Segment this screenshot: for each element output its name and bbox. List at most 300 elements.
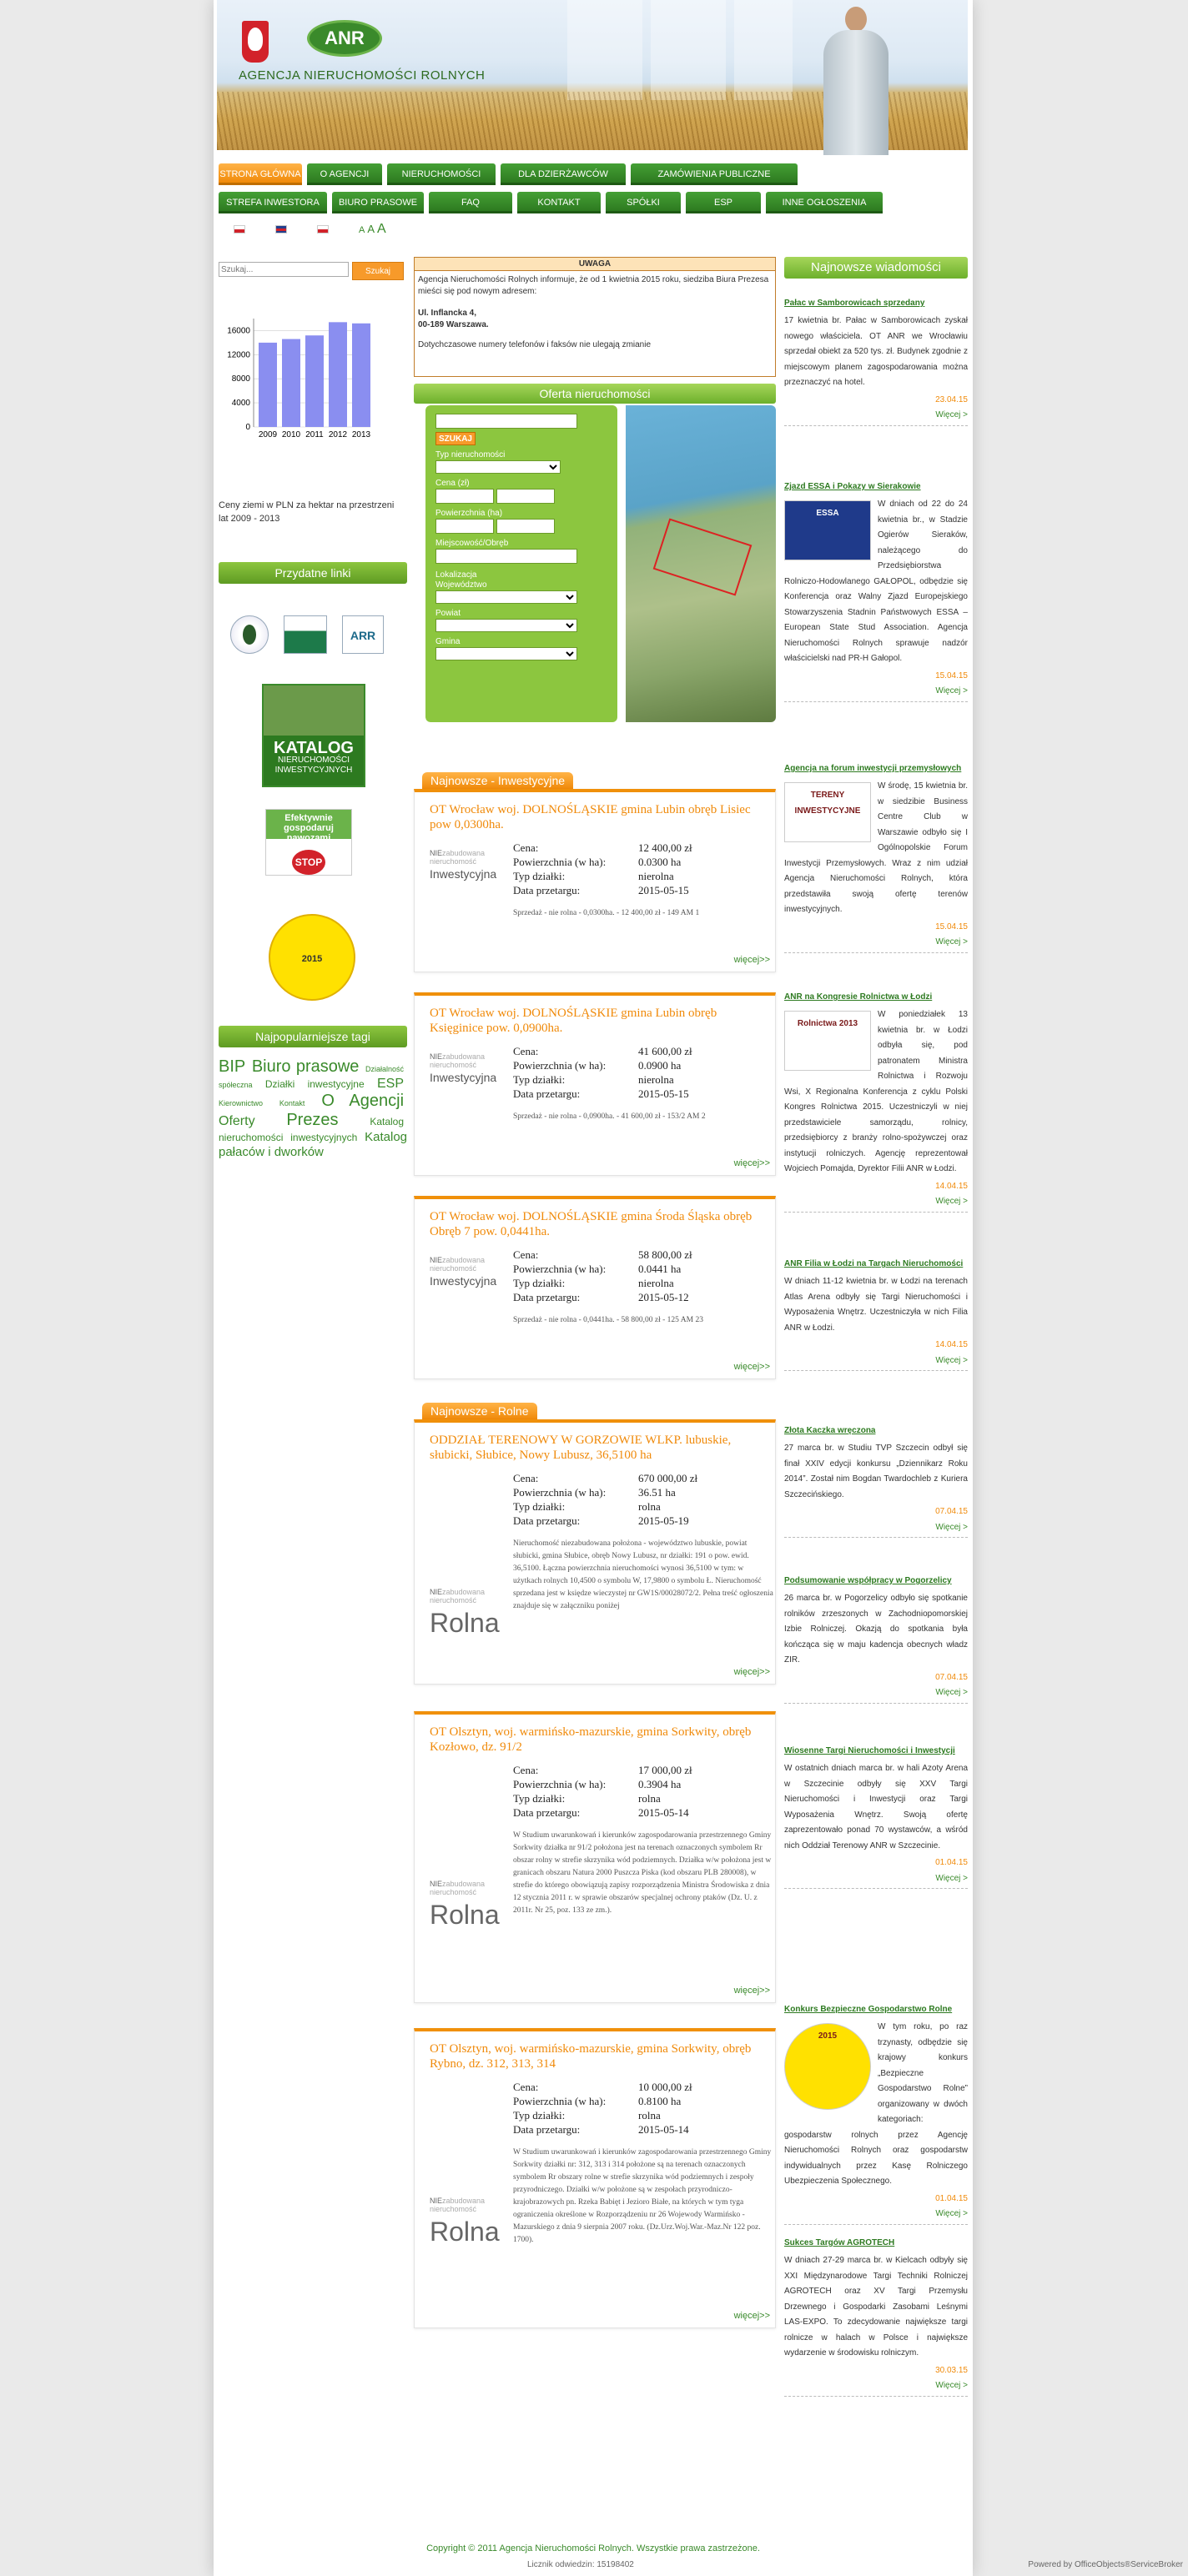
listing-more-link[interactable]: więcej>> bbox=[733, 1667, 770, 1677]
tab-newest-investment[interactable]: Najnowsze - Inwestycyjne bbox=[422, 772, 573, 789]
listing-title[interactable]: OT Olsztyn, woj. warmińsko-mazurskie, gmina Sorkwity, obręb Rybno, dz. 312, 313, 314 bbox=[430, 2042, 752, 2071]
chart-bar bbox=[352, 324, 370, 427]
price-chart bbox=[219, 302, 385, 452]
chart-y-tick: 12000 bbox=[227, 350, 250, 360]
news-thumbnail[interactable] bbox=[784, 2023, 871, 2110]
nav-esp[interactable]: ESP bbox=[686, 192, 761, 213]
label-property: nieruchomość bbox=[430, 1888, 477, 1896]
news-more-link[interactable]: Więcej > bbox=[935, 1197, 968, 1206]
label-location: Lokalizacja bbox=[435, 570, 477, 580]
detail-value: 17 000,00 zł bbox=[638, 1764, 692, 1776]
chart-x-tick: 2012 bbox=[328, 430, 348, 439]
listing-status bbox=[430, 849, 505, 881]
detail-row bbox=[513, 883, 692, 897]
news-item bbox=[784, 2003, 968, 2225]
listing-body bbox=[415, 2071, 775, 2247]
listing-kind: Inwestycyjna bbox=[430, 1071, 497, 1084]
detail-value: 12 400,00 zł bbox=[638, 841, 692, 854]
listing-title[interactable]: OT Olsztyn, woj. warmińsko-mazurskie, gmina Sorkwity, obręb Kozłowo, dz. 91/2 bbox=[430, 1725, 752, 1754]
detail-row bbox=[513, 1290, 692, 1304]
news-thumbnail-label: TERENY INWESTYCYJNE bbox=[794, 791, 861, 816]
news-body: W dniach od 22 do 24 kwietnia br., w Stadzie Ogierów Sieraków, należącego do Przedsiębiorstwa Rolniczo-Hodowlanego GAŁOPOL, odbędzie się Konferencja oraz Walny Zjazd Europejskiego Stowarzyszenia Stadnin Państwowych ESSA – European State Stud Association. Agencja Nieruchomości Rolnych sprawuje nadzór właścicielski nad PR-H Gałopol. bbox=[784, 500, 968, 663]
listing-built-status bbox=[430, 1880, 505, 1896]
listing-description: Sprzedaż - nie rolna - 0,0300ha. - 12 400,00 zł - 149 AM 1 bbox=[513, 909, 700, 917]
news-body: 17 kwietnia br. Pałac w Samborowicach zyskał nowego właściciela. OT ANR we Wrocławiu sprzedał obiekt za 520 tys. zł. Budynek zgodnie z miejscowym planem zagospodarowania można przeznaczyć na hotel. bbox=[784, 316, 968, 387]
detail-row bbox=[513, 2108, 692, 2122]
detail-row bbox=[513, 1276, 692, 1290]
useful-links-heading: Przydatne linki bbox=[219, 562, 407, 584]
main-nav bbox=[219, 163, 798, 185]
listing-kind: Rolna bbox=[430, 1900, 500, 1930]
detail-value: rolna bbox=[638, 1792, 661, 1805]
listing-title[interactable]: OT Wrocław woj. DOLNOŚLĄSKIE gmina Środa Śląska obręb Obręb 7 pow. 0,0441ha. bbox=[430, 1210, 753, 1238]
offer-search-form bbox=[425, 405, 617, 722]
notice-title: UWAGA bbox=[415, 258, 775, 271]
notice-address-2: 00-189 Warszawa. bbox=[418, 320, 489, 329]
tag-link[interactable]: inwestycyjne bbox=[307, 1078, 365, 1090]
news-body: W dniach 11-12 kwietnia br. w Łodzi na terenach Atlas Arena odbyły się Targi Nieruchomości i Wyposażenia Wnętrz. Uczestniczyła w nich Filia ANR w Łodzi. bbox=[784, 1277, 968, 1333]
tag-link[interactable]: spółeczna bbox=[219, 1081, 253, 1089]
detail-label: Cena: bbox=[513, 1764, 539, 1776]
listing-description: Sprzedaż - nie rolna - 0,0900ha. - 41 600,00 zł - 153/2 AM 2 bbox=[513, 1112, 706, 1121]
listing-title[interactable]: ODDZIAŁ TERENOWY W GORZOWIE WLKP. lubuskie, słubicki, Słubice, Nowy Lubusz, 36,5100 ha bbox=[430, 1434, 732, 1462]
notice-text: Agencja Nieruchomości Rolnych informuje, że od 1 kwietnia 2015 roku, siedziba Biura Prezesa mieści się pod nowym adresem: bbox=[418, 275, 769, 296]
news-more-link[interactable]: Więcej > bbox=[935, 1355, 968, 1365]
news-thumbnail-label: Rolnictwa 2013 bbox=[797, 1019, 858, 1028]
detail-label: Typ działki: bbox=[513, 1277, 566, 1289]
news-body: W środę, 15 kwietnia br. w siedzibie Business Centre Club w Warszawie odbyło się I Ogólnopolskie Forum Inwestycji Przemysłowych. Wraz z nim udział Agencja Nieruchomości Rolnych, która przedstawiła swoją ofertę terenów inwestycyjnych. bbox=[784, 781, 968, 914]
news-title[interactable]: Podsumowanie współpracy w Pogorzelicy bbox=[784, 1576, 952, 1585]
notice-address-1: Ul. Inflancka 4, bbox=[418, 309, 477, 318]
news-item bbox=[784, 297, 968, 426]
nav-inne-ogloszenia[interactable]: INNE OGŁOSZENIA bbox=[766, 192, 883, 213]
news-text bbox=[784, 497, 968, 667]
nav-zamowienia-publiczne[interactable]: ZAMÓWIENIA PUBLICZNE bbox=[631, 163, 798, 185]
detail-row bbox=[513, 1777, 692, 1791]
label-area: Powierzchnia (ha) bbox=[435, 509, 503, 518]
news-thumbnail[interactable] bbox=[784, 782, 871, 842]
listing-status bbox=[430, 1052, 505, 1084]
page bbox=[214, 0, 973, 2576]
listing-body bbox=[415, 1755, 775, 1930]
chart-x-tick: 2013 bbox=[351, 430, 371, 439]
visit-counter: Licznik odwiedzin: 15198402 bbox=[527, 2560, 634, 2569]
farmer-photo bbox=[805, 0, 905, 150]
news-more-link[interactable]: Więcej > bbox=[935, 1688, 968, 1697]
listing-body bbox=[415, 1239, 775, 1324]
chart-caption: Ceny ziemi w PLN za hektar na przestrzeni lat 2009 - 2013 bbox=[219, 500, 395, 524]
chart-bar bbox=[282, 339, 300, 427]
detail-row bbox=[513, 1499, 697, 1514]
news-item bbox=[784, 1574, 968, 1704]
news-divider bbox=[784, 701, 968, 702]
news-more-link[interactable]: Więcej > bbox=[935, 937, 968, 947]
news-title[interactable]: Złota Kaczka wręczona bbox=[784, 1426, 876, 1435]
news-divider bbox=[784, 2396, 968, 2397]
tag-link[interactable]: Prezes bbox=[286, 1111, 339, 1130]
label-built: zabudowana bbox=[442, 2197, 486, 2205]
news-text bbox=[784, 779, 968, 918]
tag-link[interactable]: ESP bbox=[376, 1077, 404, 1091]
nav-strefa-inwestora[interactable]: STREFA INWESTORA bbox=[219, 192, 327, 213]
listing-built-status bbox=[430, 849, 505, 866]
banner-panel bbox=[734, 0, 793, 100]
chart-bar bbox=[259, 343, 277, 427]
chart-y-tick: 16000 bbox=[227, 326, 250, 336]
aerial-photo bbox=[626, 405, 776, 722]
area-from-input[interactable] bbox=[435, 519, 494, 534]
commune-select[interactable] bbox=[435, 647, 577, 660]
listing-status bbox=[430, 1588, 505, 1639]
news-more-link[interactable]: Więcej > bbox=[935, 1522, 968, 1532]
news-title[interactable]: Zjazd ESSA i Pokazy w Sierakowie bbox=[784, 482, 921, 491]
detail-value: 0.0900 ha bbox=[638, 1059, 682, 1072]
katalog-title: KATALOG bbox=[274, 739, 354, 757]
tab-newest-agricultural[interactable]: Najnowsze - Rolne bbox=[422, 1403, 537, 1419]
label-property: nieruchomość bbox=[430, 1264, 477, 1273]
listing-title[interactable]: OT Wrocław woj. DOLNOŚLĄSKIE gmina Lubin obręb Księginice pow. 0,0900ha. bbox=[430, 1007, 717, 1035]
stop-banner-text: Efektywnie gospodaruj nawozami bbox=[284, 813, 334, 843]
detail-row bbox=[513, 1072, 692, 1087]
listing-description: W Studium uwarunkowań i kierunków zagospodarowania przestrzennego Gminy Sorkwity działki nr: 312, 313 i 314 położone są na terenach oznaczonych symbolem Rr obszary rolne w strefie skrzynika wód podziemnych i zespoły przyrodniczego. Działki w/w położone są w zespołach przyrodniczo-krajobrazowych pn. Rzeka Babięt i Jezioro Białe, na których w tym tyga ograniczenia określone w Rozporządzeniu nr 26 Wojewody Warmińsko - Mazurskiego z dnia 9 sierpnia 2007 roku. (Dz.Urz.Woj.War.-Maz.Nr 122 poz. 1700). bbox=[513, 2148, 772, 2244]
detail-row bbox=[513, 1763, 692, 1777]
font-large-button[interactable]: A bbox=[377, 222, 386, 236]
detail-row bbox=[513, 1791, 692, 1805]
english-flag-icon[interactable] bbox=[275, 225, 287, 233]
tag-link[interactable]: Biuro prasowe bbox=[251, 1057, 360, 1076]
listing-description: Nieruchomość niezabudowana położona - województwo lubuskie, powiat słubicki, gmina Słubice, obręb Nowy Lubusz, nr działki: 191 o pow. ewid. 36,5100. Łączna powierzchnia nieruchomości wynosi 36,5100 w tym: w użytkach rolnych 10,4500 o symbolu W, 17,9800 o symbolu Ł. Nieruchomość sprzedana jest w księdze wieczystej nr GW1S/00028072/2. Pełna treść ogłoszenia znajduje się w załączniku poniżej bbox=[513, 1539, 773, 1610]
detail-row bbox=[513, 1087, 692, 1101]
property-type-select[interactable] bbox=[435, 460, 561, 474]
language-bar bbox=[234, 222, 389, 237]
label-county: Powiat bbox=[435, 609, 461, 618]
news-date: 14.04.15 bbox=[935, 1181, 968, 1191]
news-thumbnail[interactable] bbox=[784, 500, 871, 560]
news-body: W tym roku, po raz trzynasty, odbędzie się krajowy konkurs „Bezpieczne Gospodarstwo Rolne” organizowany w dwóch kategoriach: gospodarstw rolnych przez Agencję Nieruchomości Rolnych oraz gospodarstw indywidualnych przez Kasę Rolniczego Ubezpieczenia Społecznego. bbox=[784, 2022, 968, 2186]
detail-label: Data przetargu: bbox=[513, 2123, 581, 2136]
news-divider bbox=[784, 1537, 968, 1538]
tag-cloud bbox=[219, 1057, 407, 1159]
news-date: 23.04.15 bbox=[935, 394, 968, 404]
news-date: 15.04.15 bbox=[935, 921, 968, 931]
detail-value: 2015-05-15 bbox=[638, 884, 689, 896]
detail-label: Powierzchnia (w ha): bbox=[513, 856, 607, 868]
tag-link[interactable]: Działalność bbox=[365, 1065, 405, 1073]
nav-spolki[interactable]: SPÓŁKI bbox=[606, 192, 681, 213]
news-divider bbox=[784, 1888, 968, 1889]
detail-label: Cena: bbox=[513, 841, 539, 854]
label-built: zabudowana bbox=[442, 1588, 486, 1596]
news-text bbox=[784, 1441, 968, 1503]
label-not: NIE bbox=[430, 849, 443, 857]
label-commune: Gmina bbox=[435, 637, 461, 646]
listing-card bbox=[414, 2028, 776, 2328]
detail-label: Typ działki: bbox=[513, 2109, 566, 2122]
detail-row bbox=[513, 841, 692, 855]
listing-kind: Inwestycyjna bbox=[430, 1274, 497, 1288]
listing-description: Sprzedaż - nie rolna - 0,0441ha. - 58 800,00 zł - 125 AM 23 bbox=[513, 1316, 703, 1324]
news-title[interactable]: ANR na Kongresie Rolnictwa w Łodzi bbox=[784, 992, 933, 1002]
detail-label: Powierzchnia (w ha): bbox=[513, 1059, 607, 1072]
tag-link[interactable]: Oferty bbox=[219, 1114, 255, 1129]
listing-details bbox=[513, 2080, 692, 2137]
detail-row bbox=[513, 2122, 692, 2137]
detail-row bbox=[513, 1471, 697, 1485]
tag-link[interactable]: Działki bbox=[264, 1078, 295, 1090]
detail-label: Data przetargu: bbox=[513, 1087, 581, 1100]
news-text bbox=[784, 1761, 968, 1854]
label-property: nieruchomość bbox=[430, 2205, 477, 2213]
detail-label: Powierzchnia (w ha): bbox=[513, 1486, 607, 1499]
detail-value: 670 000,00 zł bbox=[638, 1472, 698, 1484]
listing-kind: Rolna bbox=[430, 1608, 500, 1638]
eagle-emblem-icon bbox=[242, 21, 269, 63]
news-thumbnail[interactable] bbox=[784, 1011, 871, 1071]
notice-footer: Dotychczasowe numery telefonów i faksów nie ulegają zmianie bbox=[418, 340, 652, 349]
search-button[interactable]: Szukaj bbox=[352, 262, 404, 280]
news-title[interactable]: Sukces Targów AGROTECH bbox=[784, 2238, 895, 2247]
agency-name: AGENCJA NIERUCHOMOŚCI ROLNYCH bbox=[239, 68, 486, 83]
news-body: W ostatnich dniach marca br. w hali Azoty Arena w Szczecinie odbyły się XXV Targi Nieruchomości i Inwestycji oraz Targi Wyposażenia Wnętrz. Swoją ofertę zaprezentowało ponad 70 wystawców, a wśród nich Oddział Terenowy ANR w Szczecinie. bbox=[784, 1764, 968, 1850]
detail-label: Powierzchnia (w ha): bbox=[513, 2095, 607, 2107]
tag-link[interactable]: Kontakt bbox=[279, 1099, 305, 1108]
tag-link[interactable]: Katalog bbox=[370, 1116, 405, 1128]
nav-dla-dzierzawcow[interactable]: DLA DZIERŻAWCÓW bbox=[501, 163, 626, 185]
label-voivodeship: Województwo bbox=[435, 580, 487, 590]
detail-label: Typ działki: bbox=[513, 1792, 566, 1805]
news-title[interactable]: Konkurs Bezpieczne Gospodarstwo Rolne bbox=[784, 2005, 953, 2014]
listing-status bbox=[430, 1880, 505, 1931]
banner-panel bbox=[651, 0, 726, 100]
label-property: nieruchomość bbox=[430, 1596, 477, 1604]
katalog-banner[interactable] bbox=[262, 684, 365, 787]
label-price: Cena (zł) bbox=[435, 479, 470, 488]
listing-card bbox=[414, 1419, 776, 1685]
label-not: NIE bbox=[430, 1052, 443, 1061]
label-property: nieruchomość bbox=[430, 1061, 477, 1069]
listing-card bbox=[414, 1196, 776, 1379]
detail-value: 10 000,00 zł bbox=[638, 2081, 692, 2093]
tag-link[interactable]: nieruchomości bbox=[219, 1132, 284, 1144]
katalog-subtitle: NIERUCHOMOŚCI INWESTYCYJNYCH bbox=[274, 756, 353, 775]
news-item bbox=[784, 480, 968, 702]
detail-row bbox=[513, 1262, 692, 1276]
listing-more-link[interactable]: więcej>> bbox=[733, 1986, 770, 1996]
news-divider bbox=[784, 1703, 968, 1704]
detail-label: Typ działki: bbox=[513, 1073, 566, 1086]
news-text bbox=[784, 314, 968, 391]
safe-farm-contest-badge[interactable]: 2015 bbox=[269, 914, 355, 1001]
news-title[interactable]: Pałac w Samborowicach sprzedany bbox=[784, 299, 925, 308]
news-date: 01.04.15 bbox=[935, 1858, 968, 1867]
news-divider bbox=[784, 1212, 968, 1213]
news-item bbox=[784, 1258, 968, 1371]
news-date: 15.04.15 bbox=[935, 670, 968, 680]
nav-strona-glowna[interactable]: STRONA GŁÓWNA bbox=[219, 163, 302, 185]
detail-label: Typ działki: bbox=[513, 1500, 566, 1513]
tag-link[interactable]: O Agencji bbox=[321, 1092, 405, 1111]
detail-value: 58 800,00 zł bbox=[638, 1248, 692, 1261]
offer-heading: Oferta nieruchomości bbox=[414, 384, 776, 404]
detail-row bbox=[513, 1058, 692, 1072]
news-item bbox=[784, 991, 968, 1213]
listing-more-link[interactable]: więcej>> bbox=[733, 2311, 770, 2321]
news-date: 14.04.15 bbox=[935, 1340, 968, 1349]
detail-value: nierolna bbox=[638, 870, 674, 882]
news-date: 01.04.15 bbox=[935, 2193, 968, 2203]
tag-link[interactable]: BIP bbox=[219, 1057, 246, 1076]
search-input[interactable] bbox=[219, 262, 349, 277]
polish-flag-icon[interactable] bbox=[234, 225, 245, 233]
listing-more-link[interactable]: więcej>> bbox=[733, 955, 770, 965]
font-medium-button[interactable]: A bbox=[367, 223, 375, 235]
detail-value: 0.3904 ha bbox=[638, 1778, 682, 1790]
news-date: 07.04.15 bbox=[935, 1672, 968, 1682]
county-select[interactable] bbox=[435, 619, 577, 632]
arr-logo[interactable]: ARR bbox=[342, 615, 384, 654]
listing-built-status bbox=[430, 2197, 505, 2213]
label-built: zabudowana bbox=[442, 1052, 486, 1061]
listing-built-status bbox=[430, 1256, 505, 1273]
popular-tags-heading: Najpopularniejsze tagi bbox=[219, 1026, 407, 1047]
detail-row bbox=[513, 2094, 692, 2108]
detail-label: Data przetargu: bbox=[513, 1806, 581, 1819]
news-item bbox=[784, 1424, 968, 1538]
price-to-input[interactable] bbox=[496, 489, 555, 504]
news-body: W poniedziałek 13 kwietnia br. w Łodzi odbyła się, pod patronatem Ministra Rolnictwa i Rozwoju Wsi, X Regionalna Konferencja z cyklu Polski Kongres Rolnictwa 2015. Uczestniczyli w niej przedstawiciele samorządu, rolnicy, przedsiębiorcy z branży rolno-spożywczej oraz instytucji rolniczych. Agencję reprezentował Wojciech Pomajda, Dyrektor Filii ANR w Łodzi. bbox=[784, 1010, 968, 1173]
label-property: nieruchomość bbox=[430, 857, 477, 866]
news-divider bbox=[784, 2224, 968, 2225]
detail-label: Data przetargu: bbox=[513, 884, 581, 896]
tag-link[interactable]: inwestycyjnych bbox=[290, 1132, 358, 1144]
detail-label: Cena: bbox=[513, 1045, 539, 1057]
footer-copyright: Copyright © 2011 Agencja Nieruchomości Rolnych. Wszystkie prawa zastrzeżone. bbox=[426, 2543, 760, 2553]
notice-box bbox=[414, 257, 776, 377]
listing-kind: Inwestycyjna bbox=[430, 867, 497, 881]
listing-body bbox=[415, 832, 775, 917]
chart-x-tick: 2011 bbox=[305, 430, 324, 439]
locality-input[interactable] bbox=[435, 549, 577, 564]
news-item bbox=[784, 2237, 968, 2397]
listing-built-status bbox=[430, 1588, 505, 1604]
listing-more-link[interactable]: więcej>> bbox=[733, 1158, 770, 1168]
arimr-logo-icon[interactable] bbox=[284, 615, 327, 654]
search-form bbox=[219, 262, 404, 280]
listing-card bbox=[414, 789, 776, 972]
news-body: 27 marca br. w Studiu TVP Szczecin odbył się finał XXIV edycji konkursu „Dziennikarz Roku 2014”. Został nim Bogdan Twardochleb z Kuriera Szczecińskiego. bbox=[784, 1444, 968, 1499]
nav-nieruchomosci[interactable]: NIERUCHOMOŚCI bbox=[387, 163, 496, 185]
news-more-link[interactable]: Więcej > bbox=[935, 410, 968, 419]
news-divider bbox=[784, 425, 968, 426]
listing-body bbox=[415, 1463, 775, 1638]
news-heading: Najnowsze wiadomości bbox=[784, 257, 968, 279]
news-thumbnail-label: 2015 bbox=[818, 2031, 838, 2041]
listing-kind: Rolna bbox=[430, 2217, 500, 2247]
detail-row bbox=[513, 1485, 697, 1499]
nav-faq[interactable]: FAQ bbox=[429, 192, 512, 213]
detail-value: 0.0441 ha bbox=[638, 1263, 682, 1275]
detail-value: nierolna bbox=[638, 1073, 674, 1086]
chart-bar bbox=[305, 335, 324, 427]
offer-search-button[interactable]: SZUKAJ bbox=[435, 432, 476, 445]
listing-title[interactable]: OT Wrocław woj. DOLNOŚLĄSKIE gmina Lubin obręb Lisiec pow 0,0300ha. bbox=[430, 803, 751, 831]
label-locality: Miejscowość/Obręb bbox=[435, 539, 509, 548]
news-text bbox=[784, 1591, 968, 1669]
news-title[interactable]: ANR Filia w Łodzi na Targach Nieruchomości bbox=[784, 1259, 964, 1268]
news-title[interactable]: Agencja na forum inwestycji przemysłowych bbox=[784, 764, 962, 773]
font-size-switcher bbox=[359, 222, 389, 237]
nav-biuro-prasowe[interactable]: BIURO PRASOWE bbox=[332, 192, 424, 213]
voivodeship-select[interactable] bbox=[435, 590, 577, 604]
stop-banner[interactable] bbox=[265, 809, 352, 876]
polish-flag-icon[interactable] bbox=[317, 225, 329, 233]
listing-more-link[interactable]: więcej>> bbox=[733, 1362, 770, 1372]
listing-details bbox=[513, 841, 692, 897]
news-body: 26 marca br. w Pogorzelicy odbyło się spotkanie rolników zrzeszonych w Zachodniopomorskiej Izbie Rolniczej. Okazją do spotkania była kończąca się w maju kadencja obecnych władz ZIR. bbox=[784, 1594, 968, 1665]
listing-description: W Studium uwarunkowań i kierunków zagospodarowania przestrzennego Gminy Sorkwity działka nr 91/2 położona jest na terenach oznaczonych symbolem Rr obszar rolny w strefie skrzynika wód podziemnych. Działka w/w położona jest w granicach obszaru Natura 2000 Puszcza Piska (kod obszaru PLB 280008), w strefie do którego obowiązują zapisy rozporządzenia Ministra Środowiska z dnia 12 stycznia 2011 r. w sprawie obszarów specjalnej ochrony ptaków (Dz. U. z 2011r. Nr 25, poz. 133 ze zm.). bbox=[513, 1831, 772, 1915]
banner-panel bbox=[567, 0, 642, 100]
detail-row bbox=[513, 2080, 692, 2094]
detail-label: Data przetargu: bbox=[513, 1514, 581, 1527]
nav-kontakt[interactable]: KONTAKT bbox=[517, 192, 601, 213]
secondary-nav bbox=[219, 192, 883, 213]
news-more-link[interactable]: Więcej > bbox=[935, 2209, 968, 2218]
ministry-logo-icon[interactable] bbox=[230, 615, 269, 654]
stop-sign-icon: STOP bbox=[292, 850, 325, 875]
news-title[interactable]: Wiosenne Targi Nieruchomości i Inwestycji bbox=[784, 1746, 955, 1755]
detail-value: 0.8100 ha bbox=[638, 2095, 682, 2107]
detail-value: 2015-05-12 bbox=[638, 1291, 689, 1303]
header-banner bbox=[217, 0, 968, 150]
tag-link[interactable]: Kierownictwo bbox=[219, 1099, 264, 1108]
detail-label: Powierzchnia (w ha): bbox=[513, 1263, 607, 1275]
listing-details bbox=[513, 1763, 692, 1820]
price-from-input[interactable] bbox=[435, 489, 494, 504]
listing-body bbox=[415, 1036, 775, 1121]
detail-value: 41 600,00 zł bbox=[638, 1045, 692, 1057]
chart-y-tick: 0 bbox=[245, 423, 250, 432]
news-date: 30.03.15 bbox=[935, 2365, 968, 2375]
label-built: zabudowana bbox=[442, 1880, 486, 1888]
area-to-input[interactable] bbox=[496, 519, 555, 534]
chart-x-tick: 2009 bbox=[258, 430, 278, 439]
offer-keyword-input[interactable] bbox=[435, 414, 577, 429]
news-text bbox=[784, 2020, 968, 2190]
detail-value: 2015-05-14 bbox=[638, 1806, 689, 1819]
font-small-button[interactable]: A bbox=[359, 225, 365, 235]
detail-value: 36.51 ha bbox=[638, 1486, 676, 1499]
news-more-link[interactable]: Więcej > bbox=[935, 2381, 968, 2390]
label-not: NIE bbox=[430, 1256, 443, 1264]
detail-value: 2015-05-19 bbox=[638, 1514, 689, 1527]
tag-link[interactable]: Katalog pałaców i dworków bbox=[219, 1130, 407, 1159]
detail-value: rolna bbox=[638, 1500, 661, 1513]
anr-logo[interactable]: ANR bbox=[307, 20, 382, 57]
detail-label: Cena: bbox=[513, 1248, 539, 1261]
news-more-link[interactable]: Więcej > bbox=[935, 1873, 968, 1883]
detail-row bbox=[513, 1044, 692, 1058]
news-item bbox=[784, 762, 968, 953]
nav-o-agencji[interactable]: O AGENCJI bbox=[307, 163, 382, 185]
news-more-link[interactable]: Więcej > bbox=[935, 686, 968, 695]
detail-label: Cena: bbox=[513, 1472, 539, 1484]
detail-label: Cena: bbox=[513, 2081, 539, 2093]
chart-y-tick: 8000 bbox=[231, 374, 250, 384]
detail-label: Powierzchnia (w ha): bbox=[513, 1778, 607, 1790]
label-not: NIE bbox=[430, 1588, 443, 1596]
detail-value: nierolna bbox=[638, 1277, 674, 1289]
label-not: NIE bbox=[430, 2197, 443, 2205]
